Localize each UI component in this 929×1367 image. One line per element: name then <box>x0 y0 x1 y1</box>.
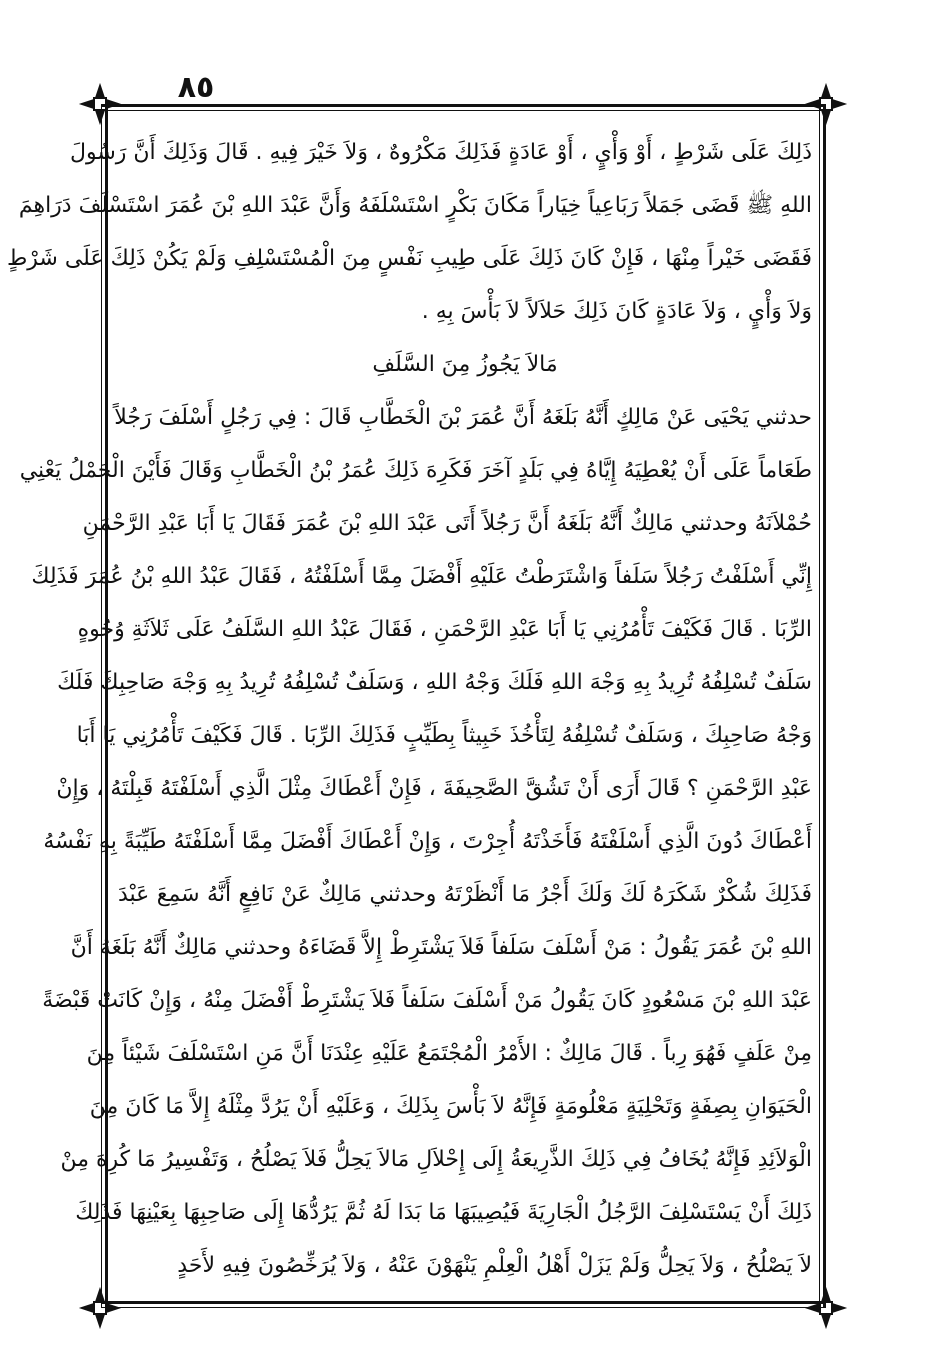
border-bottom-rule <box>101 1301 826 1308</box>
text-line: حُمْلاَنَهُ وحدثني مَالِكٌ أَنَّهُ بَلَغَهُ أَنَّ رَجُلاً أَتَى عَبْدَ اللهِ بْنَ عُمَرَ فَقَالَ يَا أَبَا عَبْدِ الرَّحْمَنِ <box>82 511 812 536</box>
text-line: الْوَلاَئِدِ فَإِنَّهُ يُخَافُ فِي ذَلِكَ الذَّرِيعَةُ إِلَى إِحْلاَلِ مَالاَ يَحِلُّ فَلاَ يَصْلُحُ ، وَتَفْسِيرُ مَا كُرِهَ مِنْ <box>60 1147 812 1172</box>
text-line: ذَلِكَ عَلَى شَرْطٍ ، أَوْ وَأْيٍ ، أَوْ عَادَةٍ فَذَلِكَ مَكْرُوهٌ ، وَلاَ خَيْرَ فِيهِ . قَالَ وَذَلِكَ أَنَّ رَسُولَ <box>69 140 812 165</box>
text-line: عَبْدِ الرَّحْمَنِ ؟ قَالَ أَرَى أَنْ تَشُقَّ الصَّحِيفَةَ ، فَإِنْ أَعْطَاكَ مِثْلَ الَّذِي أَسْلَفْتَهُ قَبِلْتَهُ ، وَإِنْ <box>56 776 812 801</box>
text-line: ذَلِكَ أَنْ يَسْتَسْلِفَ الرَّجُلُ الْجَارِيَةَ فَيُصِيبَهَا مَا بَدَا لَهُ ثُمَّ يَرُدُّهَا إِلَى صَاحِبِهَا بِعَيْنِهَا فَذَلِكَ <box>75 1200 812 1225</box>
text-line: وَجْهُ صَاحِبِكَ ، وَسَلَفٌ تُسْلِفُهُ لِتَأْخُذَ خَبِيثاً بِطَيِّبٍ فَذَلِكَ الرِّبَا . قَالَ فَكَيْفَ تَأْمُرُنِي يَا أَبَا <box>76 723 812 748</box>
text-line: فَقَضَى خَيْراً مِنْهَا ، فَإِنْ كَانَ ذَلِكَ عَلَى طِيبِ نَفْسٍ مِنَ الْمُسْتَسْلِفِ وَلَمْ يَكُنْ ذَلِكَ عَلَى شَرْطٍ <box>6 246 812 271</box>
text-line: طَعَاماً عَلَى أَنْ يُعْطِيَهُ إِيَّاهُ فِي بَلَدٍ آخَرَ فَكَرِهَ ذَلِكَ عُمَرُ بْنُ الْخَطَّابِ وَقَالَ فَأَيْنَ الْحَمْلُ يَعْنِي <box>19 458 812 483</box>
text-line: حدثني يَحْيَى عَنْ مَالِكٍ أَنَّهُ بَلَغَهُ أَنَّ عُمَرَ بْنَ الْخَطَّابِ قَالَ : فِي رَجُلٍ أَسْلَفَ رَجُلاً <box>114 405 812 430</box>
text-line: سَلَفٌ تُسْلِفُهُ تُرِيدُ بِهِ وَجْهَ اللهِ فَلَكَ وَجْهُ اللهِ ، وَسَلَفٌ تُسْلِفُهُ تُرِيدُ بِهِ وَجْهَ صَاحِبِكَ فَلَكَ <box>57 670 812 695</box>
corner-ornament-bottom-left-icon <box>80 1288 120 1328</box>
text-line: اللهِ بْنَ عُمَرَ يَقُولُ : مَنْ أَسْلَفَ سَلَفاً فَلاَ يَشْتَرِطْ إِلاَّ قَضَاءَهُ وحدثني مَالِكٌ أَنَّهُ بَلَغَهُ أَنَّ <box>70 935 812 960</box>
corner-ornament-top-left-icon <box>80 84 120 124</box>
text-line: وَلاَ وَأْيٍ ، وَلاَ عَادَةٍ كَانَ ذَلِكَ حَلاَلاً لاَ بَأْسَ بِهِ . <box>421 299 812 324</box>
page-number: ٨٥ <box>177 70 215 105</box>
text-line: أَعْطَاكَ دُونَ الَّذِي أَسْلَفْتَهُ فَأَخَذْتَهُ أُجِرْتَ ، وَإِنْ أَعْطَاكَ أَفْضَلَ مِمَّا أَسْلَفْتَهُ طَيِّبَةً بِهِ نَفْسُهُ <box>43 829 812 854</box>
text-line: إِنِّي أَسْلَفْتُ رَجُلاً سَلَفاً وَاشْتَرَطْتُ عَلَيْهِ أَفْضَلَ مِمَّا أَسْلَفْتُهُ ، فَقَالَ عَبْدُ اللهِ بْنُ عُمَرَ فَذَلِكَ <box>31 564 812 589</box>
text-line: لاَ يَصْلُحُ ، وَلاَ يَحِلُّ وَلَمْ يَزَلْ أَهْلُ الْعِلْمِ يَنْهَوْنَ عَنْهُ ، وَلاَ يُرَخِّصُونَ فِيهِ لأَحَدٍ <box>177 1253 812 1278</box>
text-line: الرِّبَا . قَالَ فَكَيْفَ تَأْمُرُنِي يَا أَبَا عَبْدِ الرَّحْمَنِ ، فَقَالَ عَبْدُ اللهِ السَّلَفُ عَلَى ثَلاَثَةِ وُجُوهٍ <box>77 617 812 642</box>
corner-ornament-top-right-icon <box>806 84 846 124</box>
border-right-rule <box>819 104 826 1308</box>
page-text-block <box>6 126 812 1292</box>
text-line: اللهِ ﷺ قَضَى جَمَلاً رَبَاعِياً خِيَاراً مَكَانَ بَكْرٍ اسْتَسْلَفَهُ وَأَنَّ عَبْدَ اللهِ بْنَ عُمَرَ اسْتَسْلَفَ دَرَاهِمَ <box>18 193 812 218</box>
border-top-rule <box>101 104 826 111</box>
text-line: الْحَيَوَانِ بِصِفَةٍ وَتَحْلِيَةٍ مَعْلُومَةٍ فَإِنَّهُ لاَ بَأْسَ بِذَلِكَ ، وَعَلَيْهِ أَنْ يَرُدَّ مِثْلَهُ إِلاَّ مَا كَانَ مِنَ <box>89 1094 812 1119</box>
corner-ornament-bottom-right-icon <box>806 1288 846 1328</box>
text-line: مِنْ عَلَفٍ فَهُوَ رِباً . قَالَ مَالِكٌ : الأَمْرُ الْمُجْتَمَعُ عَلَيْهِ عِنْدَنَا أَنَّ مَنِ اسْتَسْلَفَ شَيْئاً مِنَ <box>86 1041 812 1066</box>
section-heading: مَالاَ يَجُوزُ مِنَ السَّلَفِ <box>372 352 558 377</box>
text-line: فَذَلِكَ شُكْرٌ شَكَرَهُ لَكَ وَلَكَ أَجْرُ مَا أَنْظَرْتَهُ وحدثني مَالِكٌ عَنْ نَافِعٍ أَنَّهُ سَمِعَ عَبْدَ <box>118 882 812 907</box>
text-line: عَبْدَ اللهِ بْنَ مَسْعُودٍ كَانَ يَقُولُ مَنْ أَسْلَفَ سَلَفاً فَلاَ يَشْتَرِطْ أَفْضَلَ مِنْهُ ، وَإِنْ كَانَتْ قَبْضَةً <box>42 988 812 1013</box>
